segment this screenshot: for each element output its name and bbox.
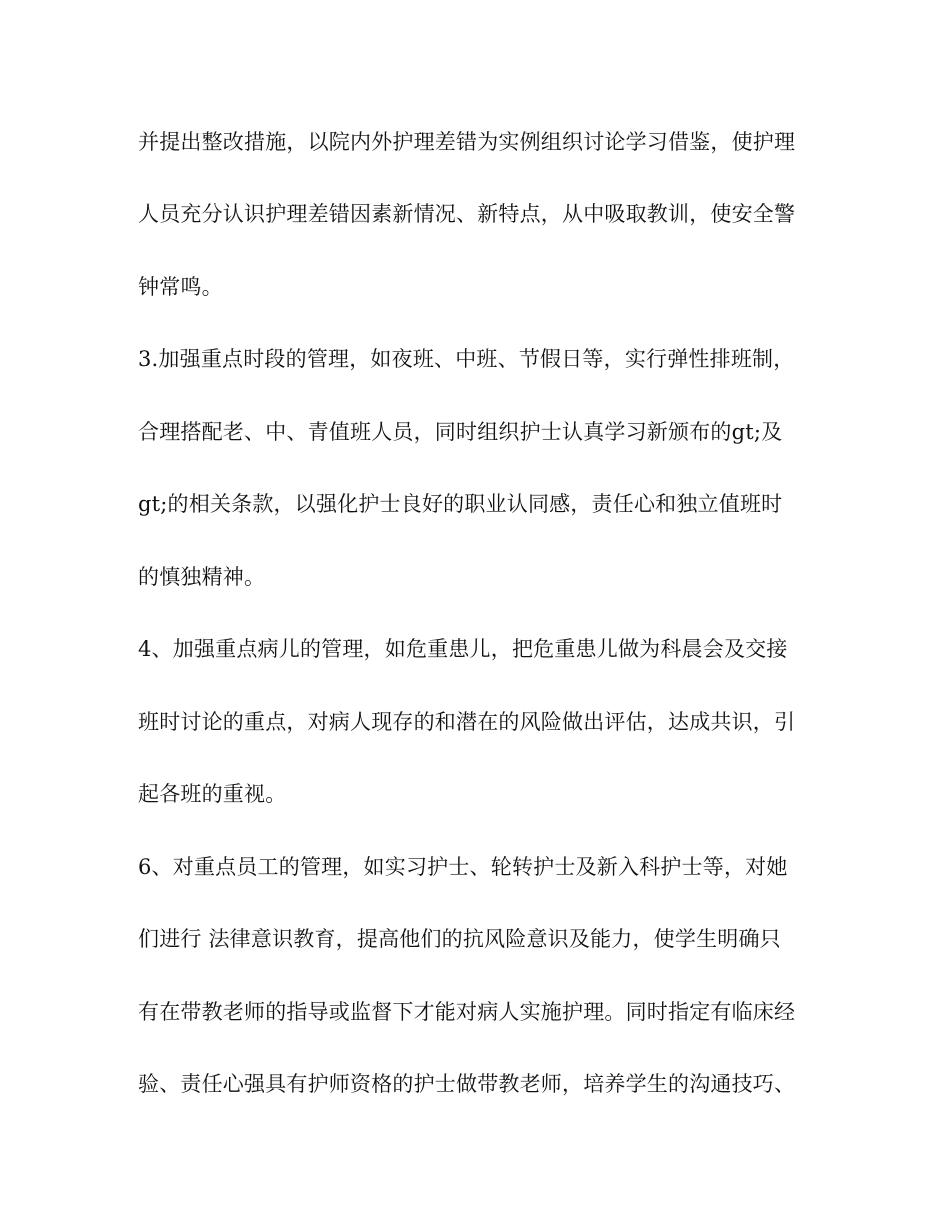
text-line: gt;的相关条款，以强化护士良好的职业认同感，责任心和独立值班时 [138, 492, 783, 516]
text-line: 4、加强重点病儿的管理，如危重患儿，把危重患儿做为科晨会及交接 [138, 637, 788, 661]
text-line: 起各班的重视。 [138, 782, 287, 806]
text-line: 钟常鸣。 [138, 275, 223, 299]
text-line: 的慎独精神。 [138, 565, 266, 589]
text-line: 并提出整改措施，以院内外护理差错为实例组织讨论学习借鉴，使护理 [138, 130, 796, 154]
text-line: 合理搭配老、中、青值班人员，同时组织护士认真学习新颁布的gt;及 [138, 420, 783, 444]
text-line: 人员充分认识护理差错因素新情况、新特点，从中吸取教训，使安全警 [138, 202, 796, 226]
text-line: 有在带教老师的指导或监督下才能对病人实施护理。同时指定有临床经 [138, 1000, 796, 1024]
text-line: 3.加强重点时段的管理，如夜班、中班、节假日等，实行弹性排班制， [138, 347, 795, 371]
text-line: 6、对重点员工的管理，如实习护士、轮转护士及新入科护士等，对她 [138, 855, 788, 879]
text-line: 班时讨论的重点，对病人现存的和潜在的风险做出评估，达成共识，引 [138, 710, 796, 734]
text-line: 们进行 法律意识教育，提高他们的抗风险意识及能力，使学生明确只 [138, 927, 781, 951]
text-line: 验、责任心强具有护师资格的护士做带教老师，培养学生的沟通技巧、 [138, 1072, 796, 1096]
